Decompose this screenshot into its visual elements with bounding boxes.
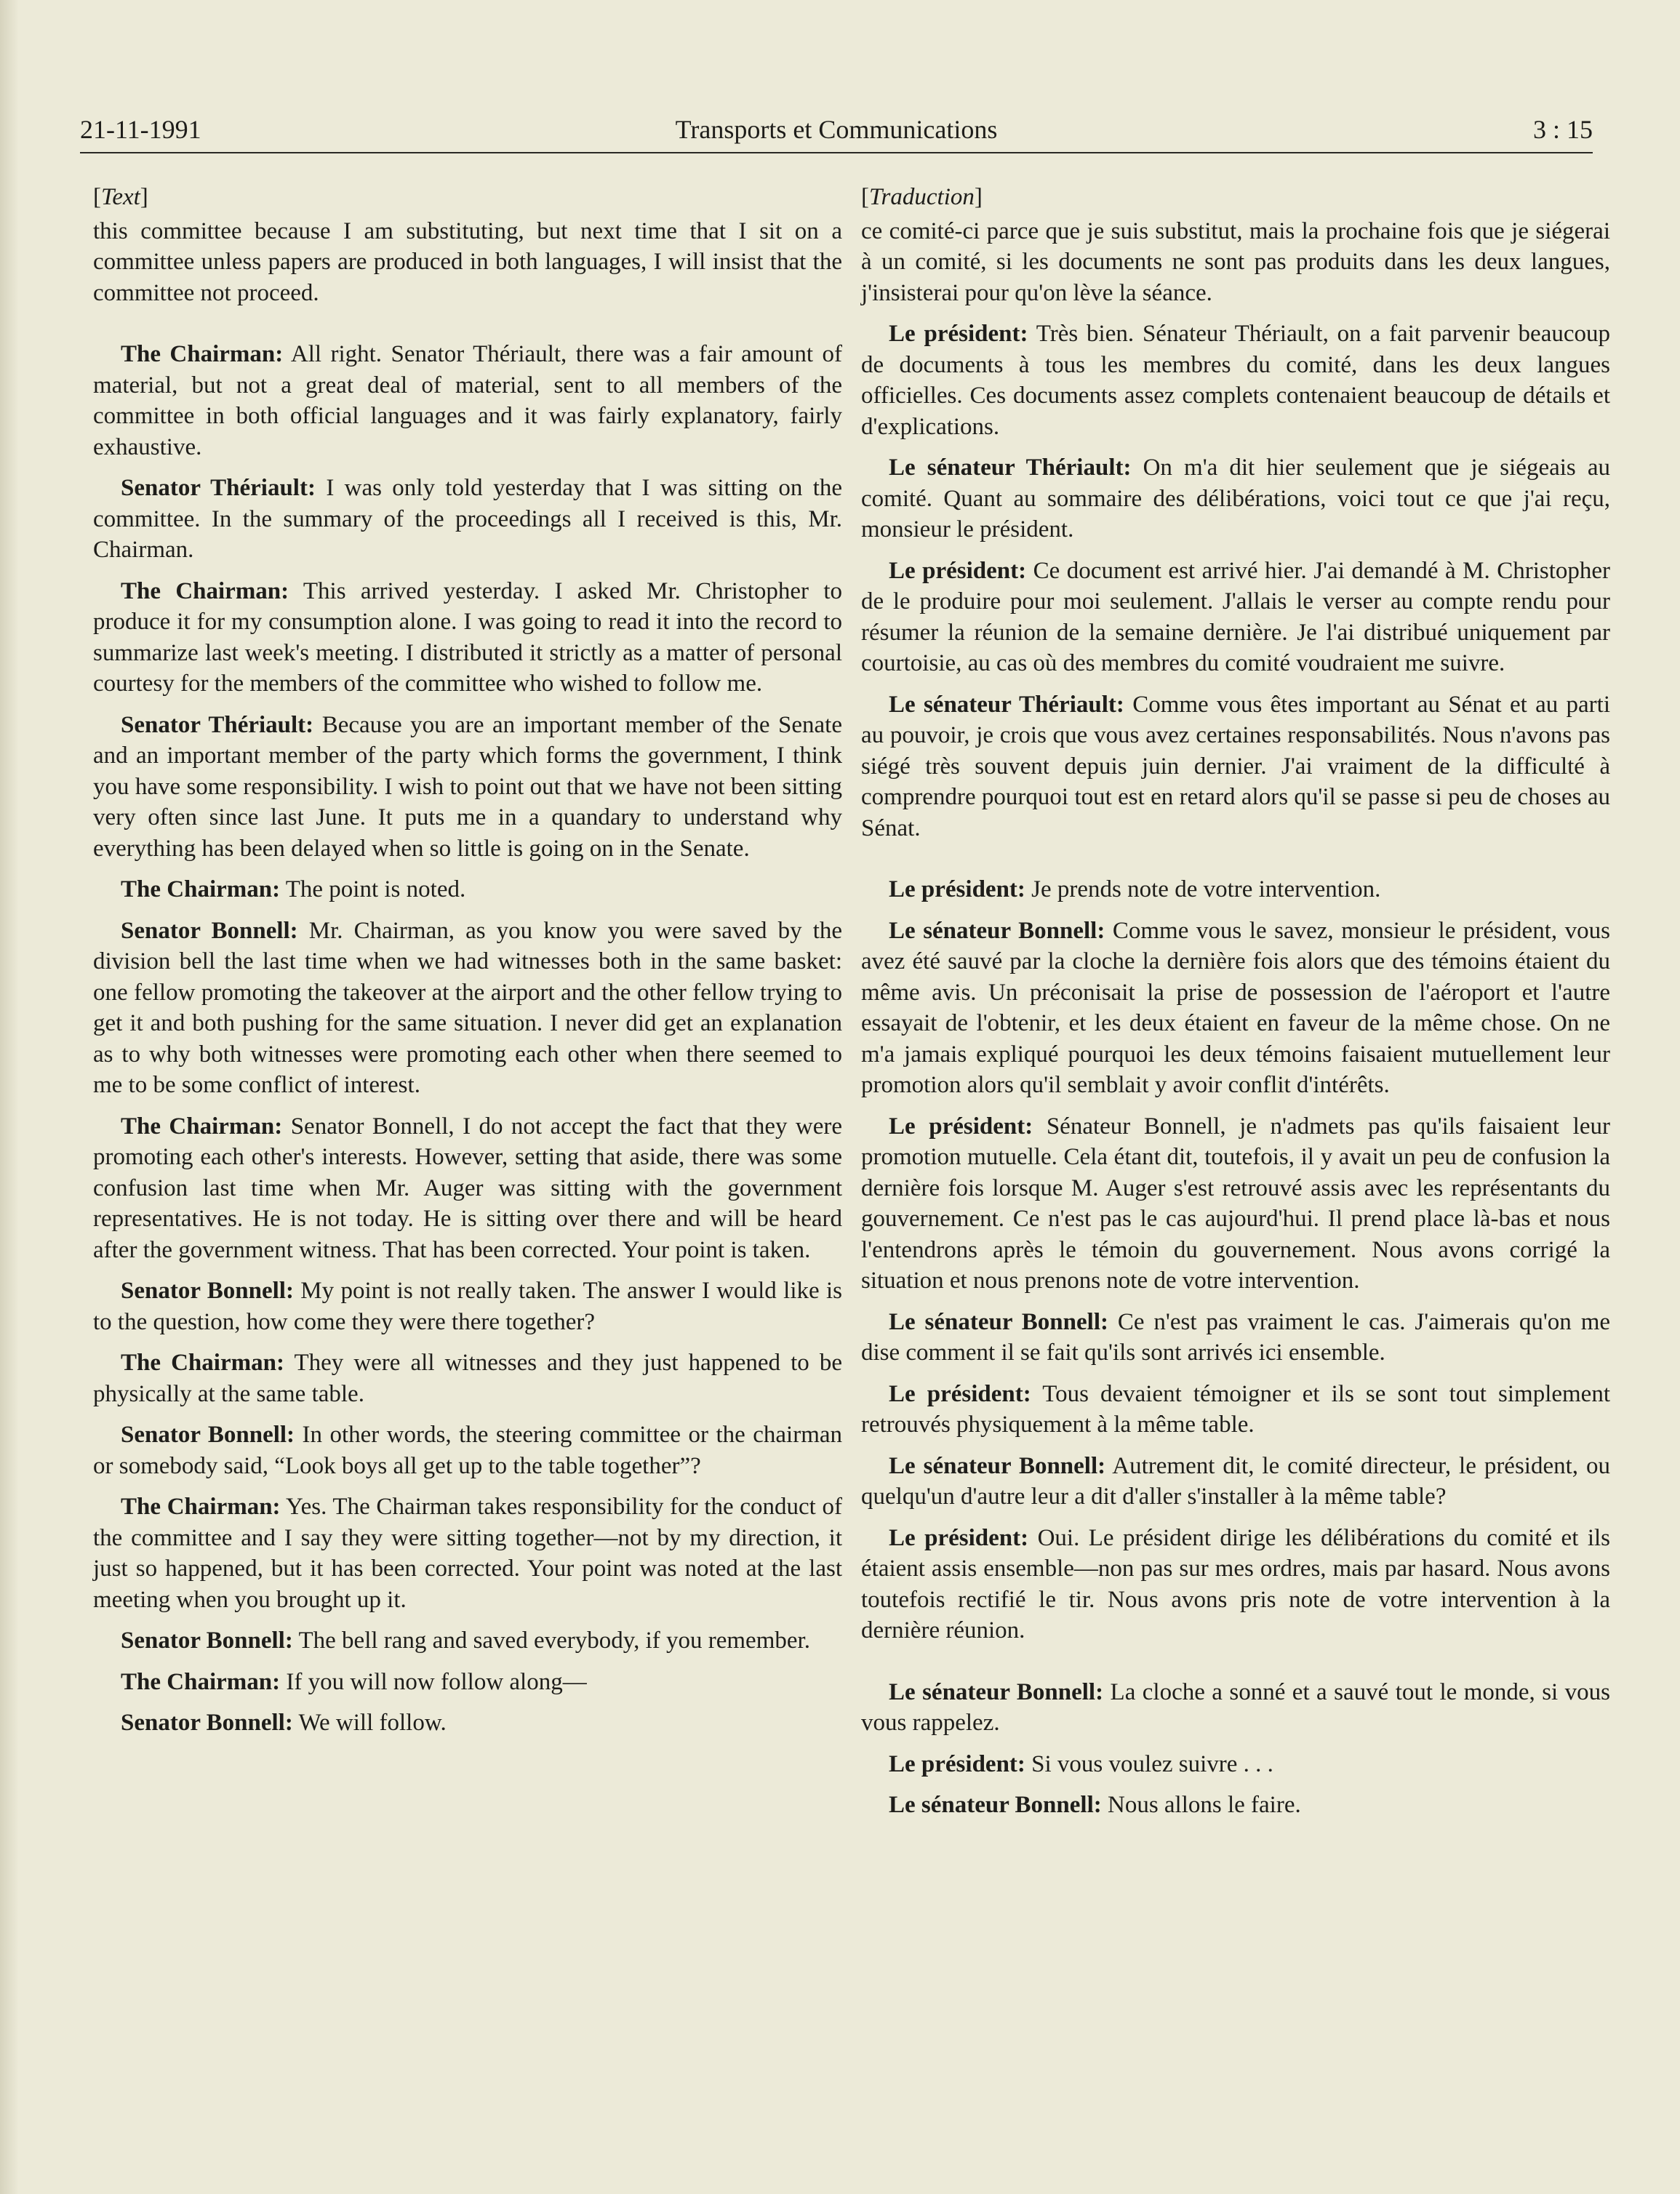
paragraph: Senator Bonnell: In other words, the steering committee or the chairman or somebody said, “Look boys all get up to the table together”? (93, 1422, 843, 1479)
language-tag-traduction: [Traduction] (861, 184, 983, 210)
page-binding-edge (0, 0, 19, 2194)
paragraph: Senator Thériault: I was only told yesterday that I was sitting on the committee. In the summary of the proceedings all I received is this, Mr. Chairman. (93, 475, 843, 563)
english-column (93, 182, 842, 1749)
paragraph: Le président: Oui. Le président dirige les délibérations du comité et ils étaient assis ensemble—non pas sur mes ordres, mais par hasard. Nous avons toutefois rectifié le tir. Nous avons pris note de votre intervention à la dernière réunion. (861, 1524, 1611, 1644)
language-tag-text: [Text] (93, 184, 148, 210)
running-header (80, 108, 1593, 151)
paragraph: The Chairman: They were all witnesses and they just happened to be physically at the same table. (93, 1350, 843, 1407)
paragraph: Le sénateur Bonnell: La cloche a sonné et a sauvé tout le monde, si vous vous rappelez. (861, 1678, 1610, 1736)
header-title: Transports et Communications (675, 115, 998, 144)
paragraph: Le président: Très bien. Sénateur Thériault, on a fait parvenir beaucoup de documents à tous les membres du comité, dans les deux langues officielles. Ces documents assez complets contenaient beaucoup de détails et d'explications. (861, 321, 1610, 440)
paragraph: Le président: Je prends note de votre intervention. (889, 876, 1381, 902)
french-column (861, 182, 1610, 1831)
paragraph: Senator Thériault: Because you are an important member of the Senate and an important member of the party which forms the government, I think you have some responsibility. I wish to point out that we have not been sitting very often since last June. It puts me in a quandary to understand why everything has been delayed when so little is going on in the Senate. (93, 711, 842, 862)
paragraph: Le président: Sénateur Bonnell, je n'admets pas qu'ils faisaient leur promotion mutuelle. Cela étant dit, toutefois, il y avait un peu de confusion la dernière fois lorsque M. Auger s'est retrouvé assis avec les représentants du gouvernement. Ce n'est pas le cas aujourd'hui. Il prend place là-bas et nous l'entendrons après le témoin du gouvernement. Nous avons corrigé la situation et nous prenons note de votre intervention. (861, 1113, 1610, 1294)
paragraph: Senator Bonnell: The bell rang and saved everybody, if you remember. (121, 1628, 810, 1654)
paragraph: The Chairman: This arrived yesterday. I asked Mr. Christopher to produce it for my consumption alone. I was going to read it into the record to summarize last week's meeting. I distributed it strictly as a matter of personal courtesy for the members of the committee who wished to follow me. (93, 577, 843, 697)
paragraph: Le sénateur Bonnell: Ce n'est pas vraiment le cas. J'aimerais qu'on me dise comment il se fait qu'ils sont arrivés ici ensemble. (861, 1308, 1611, 1366)
paragraph: The Chairman: The point is noted. (121, 876, 466, 902)
paragraph: The Chairman: All right. Senator Thériault, there was a fair amount of material, but not a great deal of material, sent to all members of the committee in both official languages and it was fairly explanatory, fairly exhaustive. (93, 341, 842, 460)
paragraph: Senator Bonnell: Mr. Chairman, as you know you were saved by the division bell the last time when we had witnesses both in the same basket: one fellow promoting the takeover at the airport and the other fellow trying to get it and both pushing for the same situation. I never did get an explanation as to why both witnesses were promoting each other when there seemed to me to be some conflict of interest. (93, 917, 843, 1098)
paragraph: Le sénateur Bonnell: Nous allons le faire. (889, 1792, 1301, 1818)
header-rule (80, 152, 1593, 153)
paragraph: ce comité-ci parce que je suis substitut, mais la prochaine fois que je siégerai à un comité, si les documents ne sont pas produits dans les deux langues, j'insisterai pour qu'on lève la séance. (861, 217, 1610, 306)
paragraph: The Chairman: If you will now follow along— (121, 1668, 587, 1695)
paragraph: Le président: Si vous voulez suivre . . . (889, 1750, 1273, 1777)
paragraph: Le sénateur Thériault: Comme vous êtes important au Sénat et au parti au pouvoir, je crois que vous avez certaines responsabilités. Nous n'avons pas siégé très souvent depuis juin dernier. J'ai vraiment de la difficulté à comprendre pourquoi tout est en retard alors qu'il se passe si peu de choses au Sénat. (861, 691, 1610, 841)
paragraph: Senator Bonnell: We will follow. (121, 1710, 447, 1736)
header-date: 21-11-1991 (80, 115, 201, 144)
paragraph: Le sénateur Thériault: On m'a dit hier seulement que je siégeais au comité. Quant au sommaire des délibérations, voici tout ce que j'ai reçu, monsieur le président. (861, 455, 1610, 543)
paragraph: this committee because I am substituting, but next time that I sit on a committee unless papers are produced in both languages, I will insist that the committee not proceed. (93, 217, 842, 306)
paragraph: Le sénateur Bonnell: Comme vous le savez, monsieur le président, vous avez été sauvé par la cloche la dernière fois alors que des témoins étaient du même avis. Un préconisait la prise de possession de l'aéroport et l'autre essayait de l'obtenir, et les deux étaient en faveur de la même chose. On ne m'a jamais expliqué pourquoi les deux témoins faisaient mutuellement leur promotion alors qu'il semblait y avoir conflit d'intérêts. (861, 917, 1611, 1098)
paragraph: The Chairman: Yes. The Chairman takes responsibility for the conduct of the committee and I say they were sitting together—not by my direction, it just so happened, but it has been corrected. Your point was noted at the last meeting when you brought up it. (93, 1494, 843, 1613)
paragraph: Senator Bonnell: My point is not really taken. The answer I would like is to the question, how come they were there together? (93, 1278, 842, 1335)
paragraph: Le président: Tous devaient témoigner et ils se sont tout simplement retrouvés physiquement à la même table. (861, 1380, 1610, 1438)
paragraph: Le sénateur Bonnell: Autrement dit, le comité directeur, le président, ou quelqu'un d'autre leur a dit d'aller s'installer à la même table? (861, 1452, 1610, 1510)
paragraph: The Chairman: Senator Bonnell, I do not accept the fact that they were promoting each other's interests. However, setting that aside, there was some confusion last time when Mr. Auger was sitting with the government representatives. He is not today. He is sitting over there and will be heard after the government witness. That has been corrected. Your point is taken. (93, 1113, 842, 1263)
header-page-number: 3 : 15 (1532, 115, 1593, 144)
paragraph: Le président: Ce document est arrivé hier. J'ai demandé à M. Christopher de le produire pour moi seulement. J'allais le verser au compte rendu pour résumer la réunion de la semaine dernière. Je l'ai distribué uniquement par courtoisie, au cas où des membres du comité voudraient me suivre. (861, 557, 1611, 676)
